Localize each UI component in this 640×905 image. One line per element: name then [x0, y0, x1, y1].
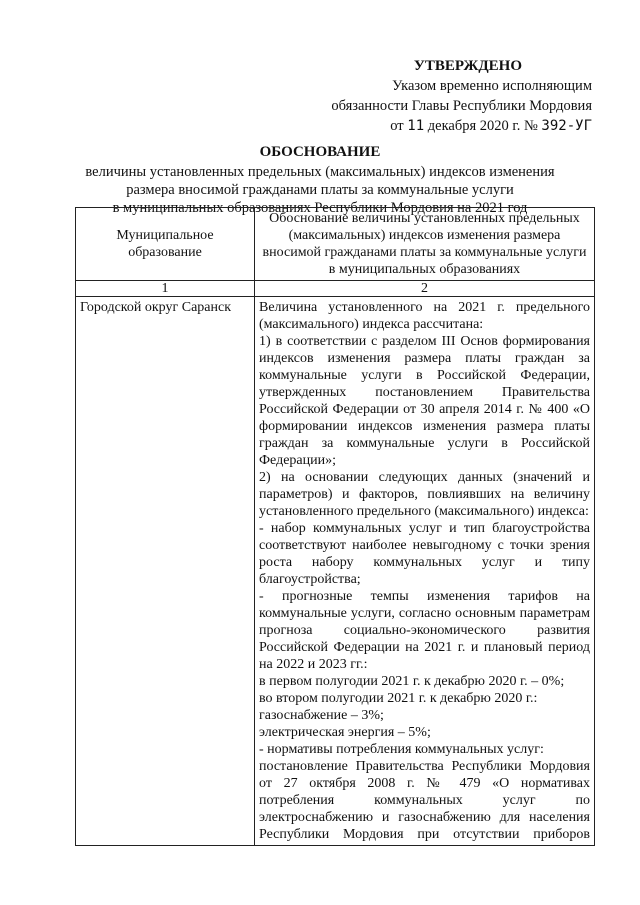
- municipality-cell: Городской округ Саранск: [76, 297, 255, 846]
- justification-cell: [255, 297, 595, 846]
- justification-paragraph: 1) в соответствии с разделом III Основ формирования индексов изменения размера платы граждан за коммунальные услуги в Российской Федерации, утвержденных постановлением Правительства Российской Федерации от 30 апреля 2014 г. № 400 «О формировании индексов изменения размера платы граждан за коммунальные услуги в Российской Федерации»;: [259, 334, 590, 468]
- column-number-row: [76, 281, 595, 297]
- date-rest: декабря 2020 г. №: [427, 118, 538, 134]
- justification-paragraph: постановление Правительства Республики Мордовия от 27 октября 2008 г. № 479 «О нормативах потребления коммунальных услуг по электроснабжению и газоснабжению для населения Республики Мордовия при отсутствии приборов: [259, 759, 590, 842]
- document-heading: [0, 143, 640, 217]
- approved-stamp-title: УТВЕРЖДЕНО: [413, 58, 522, 74]
- justification-paragraph: электрическая энергия – 5%;: [259, 725, 431, 740]
- justification-paragraph: в первом полугодии 2021 г. к декабрю 2020 г. – 0%;: [259, 674, 565, 689]
- subtitle-line-3: в муниципальных образованиях Республики Мордовия на 2021 год: [112, 200, 528, 216]
- approval-line-1: Указом временно исполняющим: [392, 78, 592, 94]
- justification-paragraph: во втором полугодии 2021 г. к декабрю 2020 г.:: [259, 691, 538, 706]
- justification-paragraph: 2) на основании следующих данных (значений и параметров) и факторов, повлиявших на величину установленного предельного (максимального) индекса:: [259, 470, 590, 519]
- header-justification: Обоснование величины установленных предельных (максимальных) индексов изменения размера вносимой гражданами платы за коммунальные услуги в муниципальных образованиях: [255, 208, 595, 281]
- justification-paragraph: - набор коммунальных услуг и тип благоустройства соответствуют наиболее невыгодному с точки зрения роста набору коммунальных услуг и типу благоустройства;: [259, 521, 590, 587]
- date-day: 11: [407, 118, 425, 134]
- subtitle-line-1: величины установленных предельных (максимальных) индексов изменения: [85, 164, 555, 180]
- header-municipality: Муниципальное образование: [76, 208, 255, 281]
- date-prefix: от: [390, 118, 404, 134]
- column-number-2: 2: [255, 281, 595, 297]
- decree-number: 392-УГ: [541, 118, 592, 134]
- table-header-row: [76, 208, 595, 281]
- approval-date-line: [331, 116, 592, 136]
- document-title: ОБОСНОВАНИЕ: [259, 144, 381, 160]
- approval-line-2: обязанности Главы Республики Мордовия: [331, 98, 592, 114]
- justification-paragraph: Величина установленного на 2021 г. предельного (максимального) индекса рассчитана:: [259, 300, 590, 332]
- justification-table: [75, 207, 595, 846]
- subtitle-line-2: размера вносимой гражданами платы за коммунальные услуги: [126, 182, 514, 198]
- justification-paragraph: - нормативы потребления коммунальных услуг:: [259, 742, 544, 757]
- approval-block: [331, 56, 592, 136]
- justification-paragraph: газоснабжение – 3%;: [259, 708, 384, 723]
- column-number-1: 1: [76, 281, 255, 297]
- table-row: [76, 297, 595, 846]
- justification-paragraph: - прогнозные темпы изменения тарифов на коммунальные услуги, согласно основным параметрам прогноза социально-экономического развития Российской Федерации на 2021 г. и плановый период на 2022 и 2023 гг.:: [259, 589, 590, 672]
